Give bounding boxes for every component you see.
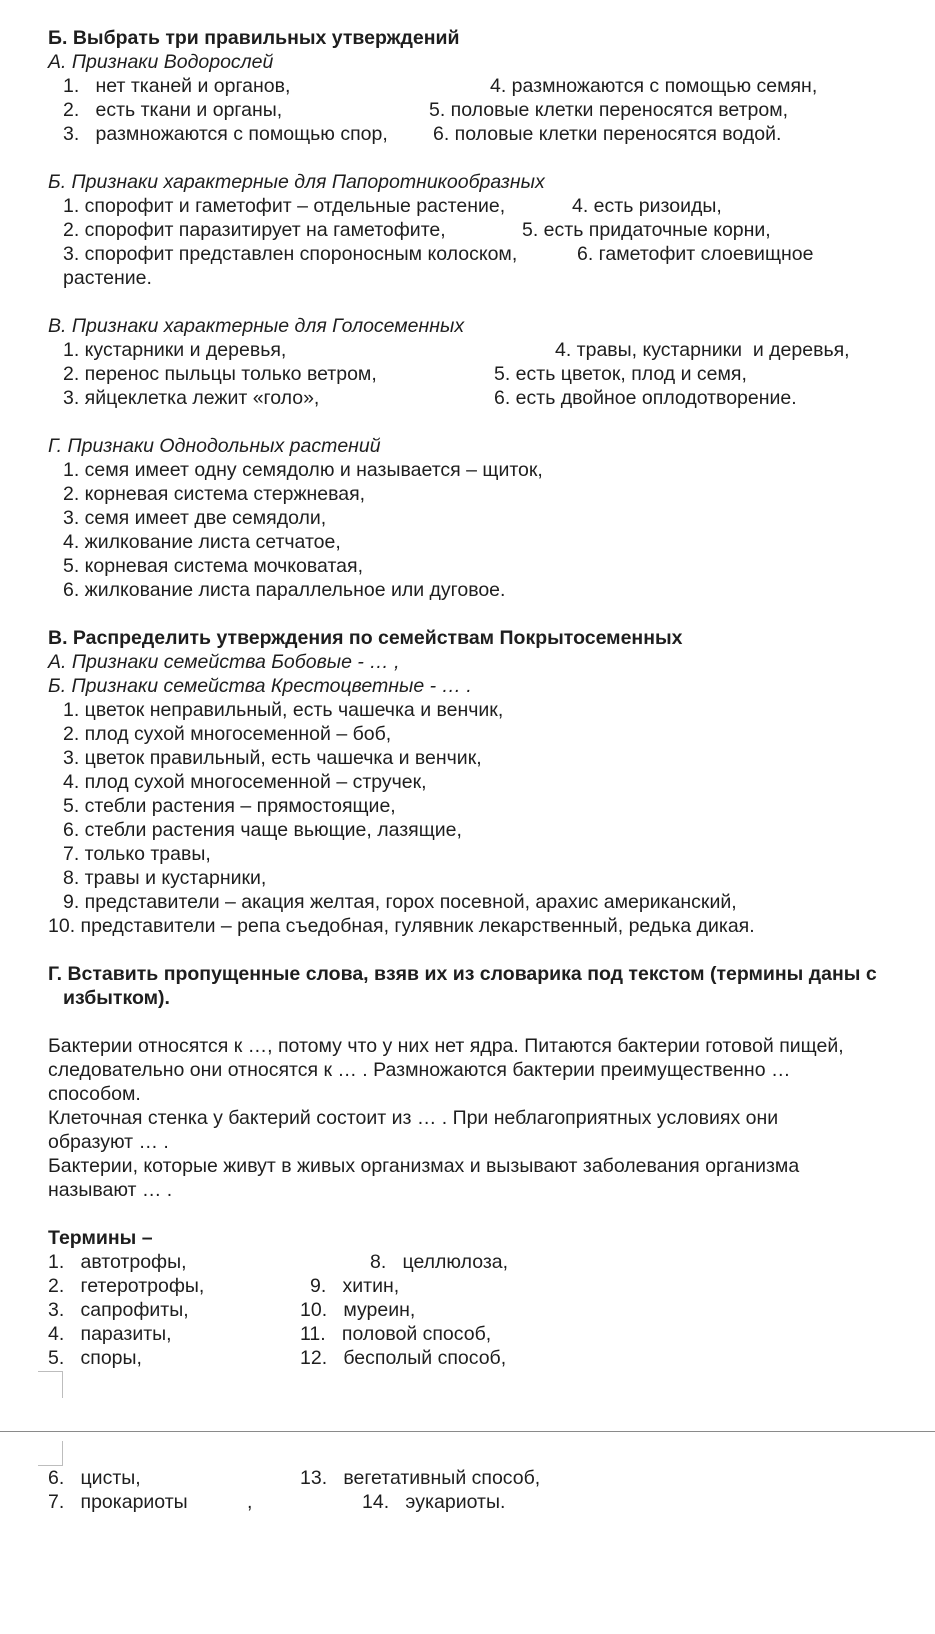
list-item: 2. корневая система стержневая,	[63, 483, 366, 505]
term-item: 10. муреин,	[300, 1299, 416, 1321]
list-item: 5. стебли растения – прямостоящие,	[63, 795, 396, 817]
list-item: 3. семя имеет две семядоли,	[63, 507, 327, 529]
term-item: 9. хитин,	[310, 1275, 400, 1297]
family-a-title: А. Признаки семейства Бобовые - … ,	[48, 651, 400, 673]
list-item: 6. половые клетки переносятся водой.	[433, 123, 782, 145]
list-item: 7. только травы,	[63, 843, 211, 865]
task-v-heading: В. Распределить утверждения по семействам Покрытосеменных	[48, 627, 683, 649]
list-item: 5. половые клетки переносятся ветром,	[429, 99, 789, 121]
text-line: способом.	[48, 1083, 141, 1105]
list-item: 9. представители – акация желтая, горох посевной, арахис американский,	[63, 891, 737, 913]
term-item: 1. автотрофы,	[48, 1251, 187, 1273]
list-item: 3. цветок правильный, есть чашечка и венчик,	[63, 747, 482, 769]
terms-title: Термины –	[48, 1227, 153, 1249]
list-item: 1. семя имеет одну семядолю и называется – щиток,	[63, 459, 543, 481]
term-item: 7. прокариоты	[48, 1491, 188, 1513]
text-line: называют … .	[48, 1179, 173, 1201]
list-item: 2. спорофит паразитирует на гаметофите,	[63, 219, 446, 241]
text-line: Бактерии, которые живут в живых организмах и вызывают заболевания организма	[48, 1155, 800, 1177]
list-item: 5. есть цветок, плод и семя,	[494, 363, 747, 385]
algae-title: А. Признаки Водорослей	[48, 51, 274, 73]
term-item: 6. цисты,	[48, 1467, 141, 1489]
list-item: 4. жилкование листа сетчатое,	[63, 531, 341, 553]
list-item: 2. плод сухой многосеменной – боб,	[63, 723, 392, 745]
list-item: 1. спорофит и гаметофит – отдельные растение,	[63, 195, 506, 217]
list-item: 4. есть ризоиды,	[572, 195, 722, 217]
list-item: 4. плод сухой многосеменной – стручек,	[63, 771, 427, 793]
text-line: Клеточная стенка у бактерий состоит из … . При неблагоприятных условиях они	[48, 1107, 779, 1129]
list-item: 4. травы, кустарники и деревья,	[555, 339, 850, 361]
list-item: 3. размножаются с помощью спор,	[63, 123, 388, 145]
list-item: 5. есть придаточные корни,	[522, 219, 771, 241]
task-g-heading-cont: избытком).	[63, 987, 170, 1009]
page-corner-mark	[38, 1371, 63, 1398]
term-item: 8. целлюлоза,	[370, 1251, 509, 1273]
list-item: 6. гаметофит слоевищное	[577, 243, 814, 265]
list-item: 10. представители – репа съедобная, гулявник лекарственный, редька дикая.	[48, 915, 755, 937]
text-line: образуют … .	[48, 1131, 169, 1153]
task-g-heading: Г. Вставить пропущенные слова, взяв их из словарика под текстом (термины даны с	[48, 963, 877, 985]
list-item: 2. есть ткани и органы,	[63, 99, 283, 121]
list-item-continuation: растение.	[63, 267, 152, 289]
page-break-divider	[0, 1431, 935, 1432]
term-item: 3. сапрофиты,	[48, 1299, 189, 1321]
list-item: 5. корневая система мочковатая,	[63, 555, 363, 577]
list-item: 6. жилкование листа параллельное или дуговое.	[63, 579, 506, 601]
list-item: 1. кустарники и деревья,	[63, 339, 287, 361]
list-item: 8. травы и кустарники,	[63, 867, 267, 889]
term-item: 14. эукариоты.	[362, 1491, 506, 1513]
term-item: 5. споры,	[48, 1347, 142, 1369]
term-item: 2. гетеротрофы,	[48, 1275, 205, 1297]
list-item: 3. яйцеклетка лежит «голо»,	[63, 387, 320, 409]
list-item: 3. спорофит представлен спороносным колоском,	[63, 243, 518, 265]
stray-comma: ,	[247, 1491, 253, 1513]
term-item: 13. вегетативный способ,	[300, 1467, 541, 1489]
list-item: 1. цветок неправильный, есть чашечка и венчик,	[63, 699, 504, 721]
gymnosperms-title: В. Признаки характерные для Голосеменных	[48, 315, 465, 337]
list-item: 2. перенос пыльцы только ветром,	[63, 363, 377, 385]
text-line: Бактерии относятся к …, потому что у них нет ядра. Питаются бактерии готовой пищей,	[48, 1035, 844, 1057]
task-b-heading: Б. Выбрать три правильных утверждений	[48, 27, 460, 49]
page-corner-mark	[38, 1441, 63, 1466]
ferns-title: Б. Признаки характерные для Папоротникообразных	[48, 171, 545, 193]
monocots-title: Г. Признаки Однодольных растений	[48, 435, 381, 457]
list-item: 1. нет тканей и органов,	[63, 75, 291, 97]
term-item: 12. бесполый способ,	[300, 1347, 507, 1369]
list-item: 6. стебли растения чаще вьющие, лазящие,	[63, 819, 462, 841]
list-item: 6. есть двойное оплодотворение.	[494, 387, 797, 409]
term-item: 11. половой способ,	[300, 1323, 492, 1345]
text-line: следовательно они относятся к … . Размножаются бактерии преимущественно …	[48, 1059, 791, 1081]
list-item: 4. размножаются с помощью семян,	[490, 75, 818, 97]
family-b-title: Б. Признаки семейства Крестоцветные - … .	[48, 675, 472, 697]
term-item: 4. паразиты,	[48, 1323, 172, 1345]
